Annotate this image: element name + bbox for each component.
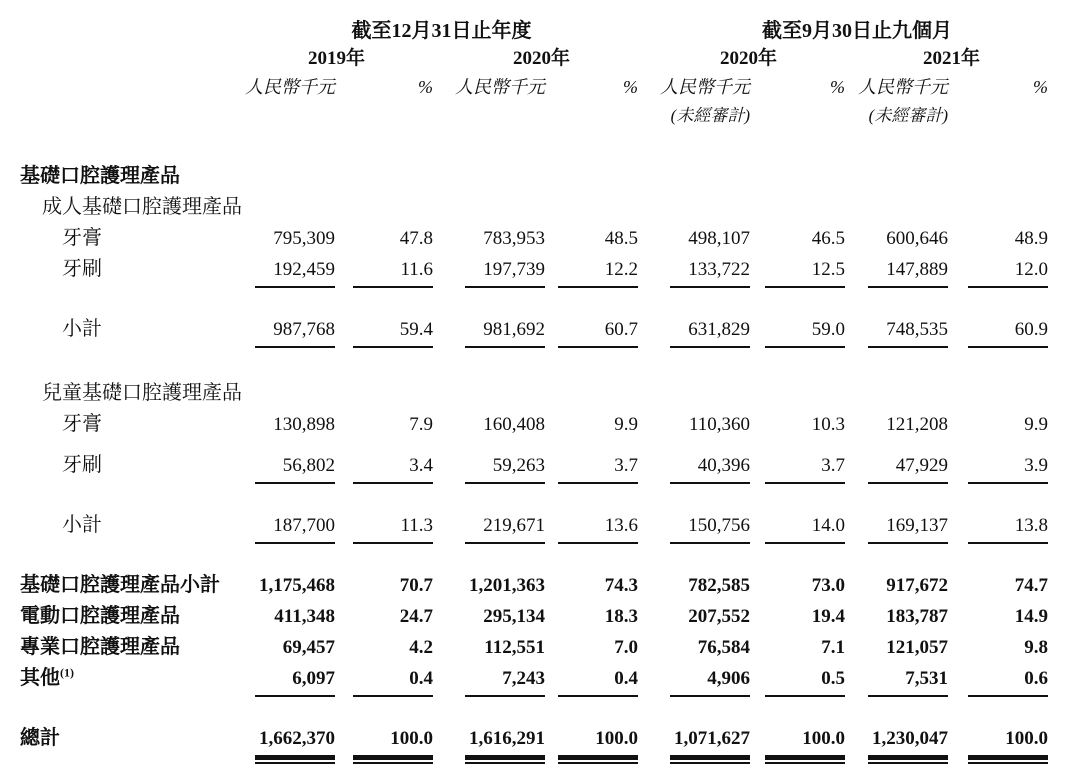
value-rmb_2020: 59,263 [465, 455, 545, 484]
cell-rmb_2020 [433, 407, 545, 438]
cell-pct_2019 [335, 252, 433, 288]
value-rmb_2020: 160,408 [483, 414, 545, 435]
unit-label-pct-2020-9m: % [830, 77, 845, 97]
cell-rmb_2020 [433, 221, 545, 252]
table-body [10, 159, 1048, 760]
value-pct_2020: 60.7 [558, 319, 638, 348]
cell-pct_2019 [335, 159, 433, 190]
cell-rmb_2021_9m [845, 661, 948, 697]
empty-cell [10, 484, 1048, 508]
value-rmb_2020: 7,243 [465, 668, 545, 697]
cell-rmb_2021_9m [845, 599, 948, 630]
cell-rmb_2020 [433, 508, 545, 544]
value-pct_2020: 0.4 [558, 668, 638, 697]
value-rmb_2019: 130,898 [273, 414, 335, 435]
cell-rmb_2021_9m [845, 508, 948, 544]
year-label-2020: 2020年 [512, 48, 570, 69]
spacer-row [10, 544, 1048, 568]
row-label: 牙刷 [62, 258, 102, 280]
cell-rmb_2020_9m [638, 407, 750, 438]
cell-rmb_2019 [245, 661, 335, 697]
value-rmb_2020_9m: 498,107 [688, 228, 750, 249]
empty-cell [10, 697, 1048, 721]
cell-rmb_2021_9m [845, 252, 948, 288]
row-label: 其他$^{(1)}$ [20, 665, 74, 689]
value-pct_2020: 3.7 [558, 455, 638, 484]
unit-label-pct-2021-9m: % [1033, 77, 1048, 97]
value-pct_2021_9m: 60.9 [968, 319, 1048, 348]
cell-rmb_2020 [433, 376, 545, 407]
value-pct_2020_9m: 59.0 [765, 319, 845, 348]
value-rmb_2020: 295,134 [483, 606, 545, 627]
value-pct_2021_9m: 12.0 [968, 259, 1048, 288]
value-rmb_2020_9m: 76,584 [697, 637, 750, 658]
value-rmb_2021_9m: 183,787 [886, 606, 948, 627]
value-pct_2019: 7.9 [409, 414, 433, 435]
cell-rmb_2020 [433, 252, 545, 288]
empty-cell [10, 131, 1048, 159]
cell-pct_2019 [335, 630, 433, 661]
cell-pct_2019 [335, 568, 433, 599]
cell-rmb_2020_9m [638, 448, 750, 484]
cell-pct_2020 [545, 508, 638, 544]
cell-pct_2019 [335, 312, 433, 348]
cell-pct_2020 [545, 599, 638, 630]
value-rmb_2021_9m: 47,929 [868, 455, 948, 484]
cell-pct_2021_9m [948, 252, 1048, 288]
row-label: 兒童基礎口腔護理產品 [42, 382, 242, 404]
value-rmb_2019: 56,802 [255, 455, 335, 484]
cell-rmb_2019 [245, 376, 335, 407]
row-label: 專業口腔護理產品 [20, 636, 180, 658]
cell-pct_2020_9m [750, 448, 845, 484]
table-row [10, 661, 1048, 697]
cell-rmb_2020_9m [638, 312, 750, 348]
cell-rmb_2021_9m [845, 376, 948, 407]
row-label: 基礎口腔護理產品小計 [20, 574, 220, 596]
value-rmb_2020_9m: 40,396 [670, 455, 750, 484]
spacer-row [10, 438, 1048, 448]
value-rmb_2020: 981,692 [465, 319, 545, 348]
cell-pct_2020_9m [750, 508, 845, 544]
value-pct_2021_9m: 3.9 [968, 455, 1048, 484]
value-rmb_2019: 1,175,468 [259, 575, 335, 596]
value-rmb_2020_9m: 150,756 [670, 515, 750, 544]
spacer-row [10, 131, 1048, 159]
cell-rmb_2020_9m [638, 568, 750, 599]
unaudited-label-2021-9m: (未經審計) [868, 106, 948, 125]
value-rmb_2019: 187,700 [255, 515, 335, 544]
spacer-row [10, 697, 1048, 721]
value-rmb_2019: 1,662,370 [255, 728, 335, 760]
cell-rmb_2020 [433, 661, 545, 697]
value-pct_2019: 3.4 [353, 455, 433, 484]
cell-pct_2019 [335, 448, 433, 484]
revenue-breakdown-table [10, 6, 1048, 760]
value-rmb_2021_9m: 748,535 [868, 319, 948, 348]
spacer-row [10, 288, 1048, 312]
value-pct_2019: 47.8 [399, 228, 433, 249]
cell-rmb_2019 [245, 630, 335, 661]
value-pct_2020: 13.6 [558, 515, 638, 544]
cell-rmb_2020 [433, 568, 545, 599]
value-rmb_2021_9m: 169,137 [868, 515, 948, 544]
spacer-row [10, 484, 1048, 508]
cell-rmb_2019 [245, 159, 335, 190]
empty-cell [335, 101, 433, 131]
cell-pct_2019 [335, 221, 433, 252]
cell-pct_2020 [545, 630, 638, 661]
cell-rmb_2021_9m [845, 407, 948, 438]
row-label: 總計 [20, 727, 60, 749]
value-rmb_2021_9m: 121,208 [886, 414, 948, 435]
value-rmb_2021_9m: 1,230,047 [868, 728, 948, 760]
cell-rmb_2020_9m [638, 661, 750, 697]
row-label: 小計 [62, 514, 102, 536]
unit-header-row [10, 73, 1048, 101]
empty-cell [545, 101, 638, 131]
value-pct_2019: 0.4 [353, 668, 433, 697]
value-pct_2020_9m: 10.3 [811, 414, 845, 435]
cell-rmb_2020_9m [638, 508, 750, 544]
row-label: 牙膏 [62, 227, 102, 249]
cell-pct_2020_9m [750, 721, 845, 760]
row-label: 牙刷 [62, 454, 102, 476]
cell-rmb_2021_9m [845, 190, 948, 221]
table-row [10, 508, 1048, 544]
value-pct_2019: 59.4 [353, 319, 433, 348]
cell-pct_2019 [335, 407, 433, 438]
cell-pct_2019 [335, 721, 433, 760]
value-pct_2019: 11.3 [353, 515, 433, 544]
cell-rmb_2019 [245, 312, 335, 348]
value-rmb_2019: 192,459 [255, 259, 335, 288]
cell-rmb_2019 [245, 508, 335, 544]
value-pct_2021_9m: 48.9 [1014, 228, 1048, 249]
cell-pct_2020 [545, 568, 638, 599]
cell-rmb_2020 [433, 190, 545, 221]
value-pct_2020_9m: 14.0 [765, 515, 845, 544]
cell-pct_2020_9m [750, 312, 845, 348]
cell-rmb_2020_9m [638, 159, 750, 190]
cell-pct_2021_9m [948, 508, 1048, 544]
value-rmb_2021_9m: 147,889 [868, 259, 948, 288]
unaudited-label-2020-9m: (未經審計) [670, 106, 750, 125]
value-rmb_2021_9m: 600,646 [886, 228, 948, 249]
cell-rmb_2021_9m [845, 448, 948, 484]
value-pct_2020_9m: 12.5 [765, 259, 845, 288]
cell-rmb_2020_9m [638, 721, 750, 760]
value-pct_2021_9m: 13.8 [968, 515, 1048, 544]
value-pct_2019: 4.2 [409, 637, 433, 658]
cell-pct_2020 [545, 661, 638, 697]
value-pct_2020: 48.5 [604, 228, 638, 249]
table-row [10, 221, 1048, 252]
unit-label-rmb-2019: 人民幣千元 [245, 77, 335, 97]
unit-label-pct-2020: % [623, 77, 638, 97]
prospectus-revenue-table-page [0, 6, 1080, 774]
cell-pct_2020_9m [750, 407, 845, 438]
value-rmb_2020: 197,739 [465, 259, 545, 288]
empty-cell [10, 438, 1048, 448]
cell-pct_2020_9m [750, 630, 845, 661]
table-row [10, 599, 1048, 630]
value-pct_2020: 18.3 [604, 606, 638, 627]
cell-pct_2020 [545, 252, 638, 288]
value-rmb_2020_9m: 207,552 [688, 606, 750, 627]
year-header-row [10, 43, 1048, 73]
cell-pct_2020 [545, 221, 638, 252]
value-pct_2020_9m: 19.4 [811, 606, 845, 627]
empty-cell [10, 101, 245, 131]
empty-cell [10, 288, 1048, 312]
value-rmb_2021_9m: 7,531 [868, 668, 948, 697]
value-pct_2019: 24.7 [399, 606, 433, 627]
value-pct_2019: 100.0 [353, 728, 433, 760]
cell-pct_2020_9m [750, 221, 845, 252]
cell-pct_2021_9m [948, 312, 1048, 348]
cell-pct_2020_9m [750, 190, 845, 221]
value-rmb_2020_9m: 133,722 [670, 259, 750, 288]
value-pct_2020_9m: 46.5 [811, 228, 845, 249]
cell-rmb_2020 [433, 159, 545, 190]
cell-pct_2020_9m [750, 252, 845, 288]
cell-rmb_2020 [433, 312, 545, 348]
cell-pct_2020 [545, 721, 638, 760]
value-rmb_2020: 219,671 [465, 515, 545, 544]
value-rmb_2019: 987,768 [255, 319, 335, 348]
cell-pct_2021_9m [948, 221, 1048, 252]
cell-rmb_2020 [433, 721, 545, 760]
cell-pct_2020_9m [750, 661, 845, 697]
cell-pct_2019 [335, 376, 433, 407]
cell-rmb_2019 [245, 190, 335, 221]
table-row [10, 448, 1048, 484]
cell-pct_2019 [335, 599, 433, 630]
cell-rmb_2020_9m [638, 630, 750, 661]
table-header [10, 6, 1048, 159]
table-row [10, 159, 1048, 190]
cell-rmb_2019 [245, 252, 335, 288]
empty-cell [10, 43, 245, 73]
spacer-row [10, 348, 1048, 376]
value-pct_2020_9m: 3.7 [765, 455, 845, 484]
value-pct_2021_9m: 0.6 [968, 668, 1048, 697]
value-pct_2020: 7.0 [614, 637, 638, 658]
cell-rmb_2019 [245, 448, 335, 484]
unit-label-rmb-2020: 人民幣千元 [455, 77, 545, 97]
cell-pct_2019 [335, 661, 433, 697]
cell-pct_2021_9m [948, 599, 1048, 630]
value-pct_2020_9m: 73.0 [811, 575, 845, 596]
value-pct_2021_9m: 74.7 [1014, 575, 1048, 596]
table-row [10, 376, 1048, 407]
value-rmb_2020_9m: 4,906 [670, 668, 750, 697]
cell-pct_2020 [545, 190, 638, 221]
unit-label-pct-2019: % [418, 77, 433, 97]
table-row [10, 190, 1048, 221]
cell-rmb_2020 [433, 448, 545, 484]
cell-rmb_2020 [433, 630, 545, 661]
value-pct_2021_9m: 100.0 [968, 728, 1048, 760]
cell-pct_2020_9m [750, 599, 845, 630]
cell-pct_2021_9m [948, 159, 1048, 190]
cell-rmb_2019 [245, 407, 335, 438]
value-rmb_2020: 1,201,363 [469, 575, 545, 596]
cell-pct_2021_9m [948, 721, 1048, 760]
cell-rmb_2019 [245, 721, 335, 760]
empty-cell [245, 101, 335, 131]
value-pct_2019: 70.7 [399, 575, 433, 596]
cell-pct_2021_9m [948, 661, 1048, 697]
cell-pct_2021_9m [948, 190, 1048, 221]
row-label: 小計 [62, 318, 102, 340]
cell-pct_2020 [545, 159, 638, 190]
cell-rmb_2019 [245, 568, 335, 599]
period-header-nine-months: 截至9月30日止九個月 [762, 20, 952, 42]
cell-pct_2020_9m [750, 568, 845, 599]
row-label: 電動口腔護理產品 [20, 605, 180, 627]
value-rmb_2019: 411,348 [274, 606, 335, 627]
value-pct_2019: 11.6 [353, 259, 433, 288]
cell-pct_2020 [545, 312, 638, 348]
value-rmb_2020_9m: 110,360 [688, 414, 750, 435]
value-pct_2021_9m: 14.9 [1014, 606, 1048, 627]
value-pct_2021_9m: 9.8 [1024, 637, 1048, 658]
value-pct_2021_9m: 9.9 [1024, 414, 1048, 435]
value-pct_2020_9m: 0.5 [765, 668, 845, 697]
value-rmb_2021_9m: 121,057 [886, 637, 948, 658]
value-rmb_2019: 795,309 [273, 228, 335, 249]
table-row [10, 568, 1048, 599]
value-rmb_2020: 1,616,291 [465, 728, 545, 760]
cell-rmb_2021_9m [845, 159, 948, 190]
value-rmb_2020_9m: 782,585 [688, 575, 750, 596]
value-rmb_2021_9m: 917,672 [886, 575, 948, 596]
cell-rmb_2021_9m [845, 221, 948, 252]
table-row [10, 312, 1048, 348]
table-row [10, 407, 1048, 438]
cell-rmb_2020 [433, 599, 545, 630]
cell-pct_2020 [545, 407, 638, 438]
row-label: 基礎口腔護理產品 [20, 165, 180, 187]
cell-rmb_2021_9m [845, 721, 948, 760]
row-label: 成人基礎口腔護理產品 [42, 196, 242, 218]
cell-pct_2021_9m [948, 568, 1048, 599]
value-rmb_2020_9m: 631,829 [670, 319, 750, 348]
value-pct_2020: 100.0 [558, 728, 638, 760]
cell-pct_2020_9m [750, 159, 845, 190]
value-pct_2020: 74.3 [604, 575, 638, 596]
cell-rmb_2020_9m [638, 190, 750, 221]
empty-cell [433, 101, 545, 131]
table-row [10, 252, 1048, 288]
unaudited-header-row [10, 101, 1048, 131]
cell-rmb_2020_9m [638, 376, 750, 407]
value-pct_2020_9m: 7.1 [821, 637, 845, 658]
cell-pct_2020 [545, 448, 638, 484]
value-rmb_2019: 69,457 [282, 637, 335, 658]
row-label: 牙膏 [62, 413, 102, 435]
cell-pct_2019 [335, 508, 433, 544]
cell-pct_2019 [335, 190, 433, 221]
cell-rmb_2020_9m [638, 221, 750, 252]
value-rmb_2019: 6,097 [255, 668, 335, 697]
empty-cell [750, 101, 845, 131]
cell-pct_2020_9m [750, 376, 845, 407]
year-label-2020-9m: 2020年 [719, 48, 777, 69]
cell-rmb_2020_9m [638, 599, 750, 630]
year-label-2019: 2019年 [307, 48, 365, 69]
value-pct_2020: 9.9 [614, 414, 638, 435]
table-row [10, 721, 1048, 760]
empty-cell [10, 348, 1048, 376]
cell-rmb_2021_9m [845, 568, 948, 599]
unit-label-rmb-2021-9m: 人民幣千元 [858, 77, 948, 97]
value-pct_2020_9m: 100.0 [765, 728, 845, 760]
empty-cell [10, 544, 1048, 568]
cell-rmb_2021_9m [845, 312, 948, 348]
table-row [10, 630, 1048, 661]
cell-pct_2020 [545, 376, 638, 407]
value-rmb_2020: 783,953 [483, 228, 545, 249]
cell-rmb_2020_9m [638, 252, 750, 288]
footnote-ref: (1) [60, 665, 74, 680]
empty-cell [948, 101, 1048, 131]
value-rmb_2020_9m: 1,071,627 [670, 728, 750, 760]
value-rmb_2020: 112,551 [484, 637, 545, 658]
cell-pct_2021_9m [948, 448, 1048, 484]
period-header-annual: 截至12月31日止年度 [351, 20, 532, 42]
empty-cell [10, 73, 245, 101]
empty-cell [10, 6, 245, 43]
cell-rmb_2019 [245, 221, 335, 252]
unit-label-rmb-2020-9m: 人民幣千元 [660, 77, 750, 97]
cell-rmb_2021_9m [845, 630, 948, 661]
year-label-2021-9m: 2021年 [922, 48, 980, 69]
cell-rmb_2019 [245, 599, 335, 630]
period-header-row [10, 6, 1048, 43]
cell-pct_2021_9m [948, 376, 1048, 407]
value-pct_2020: 12.2 [558, 259, 638, 288]
cell-pct_2021_9m [948, 407, 1048, 438]
cell-pct_2021_9m [948, 630, 1048, 661]
